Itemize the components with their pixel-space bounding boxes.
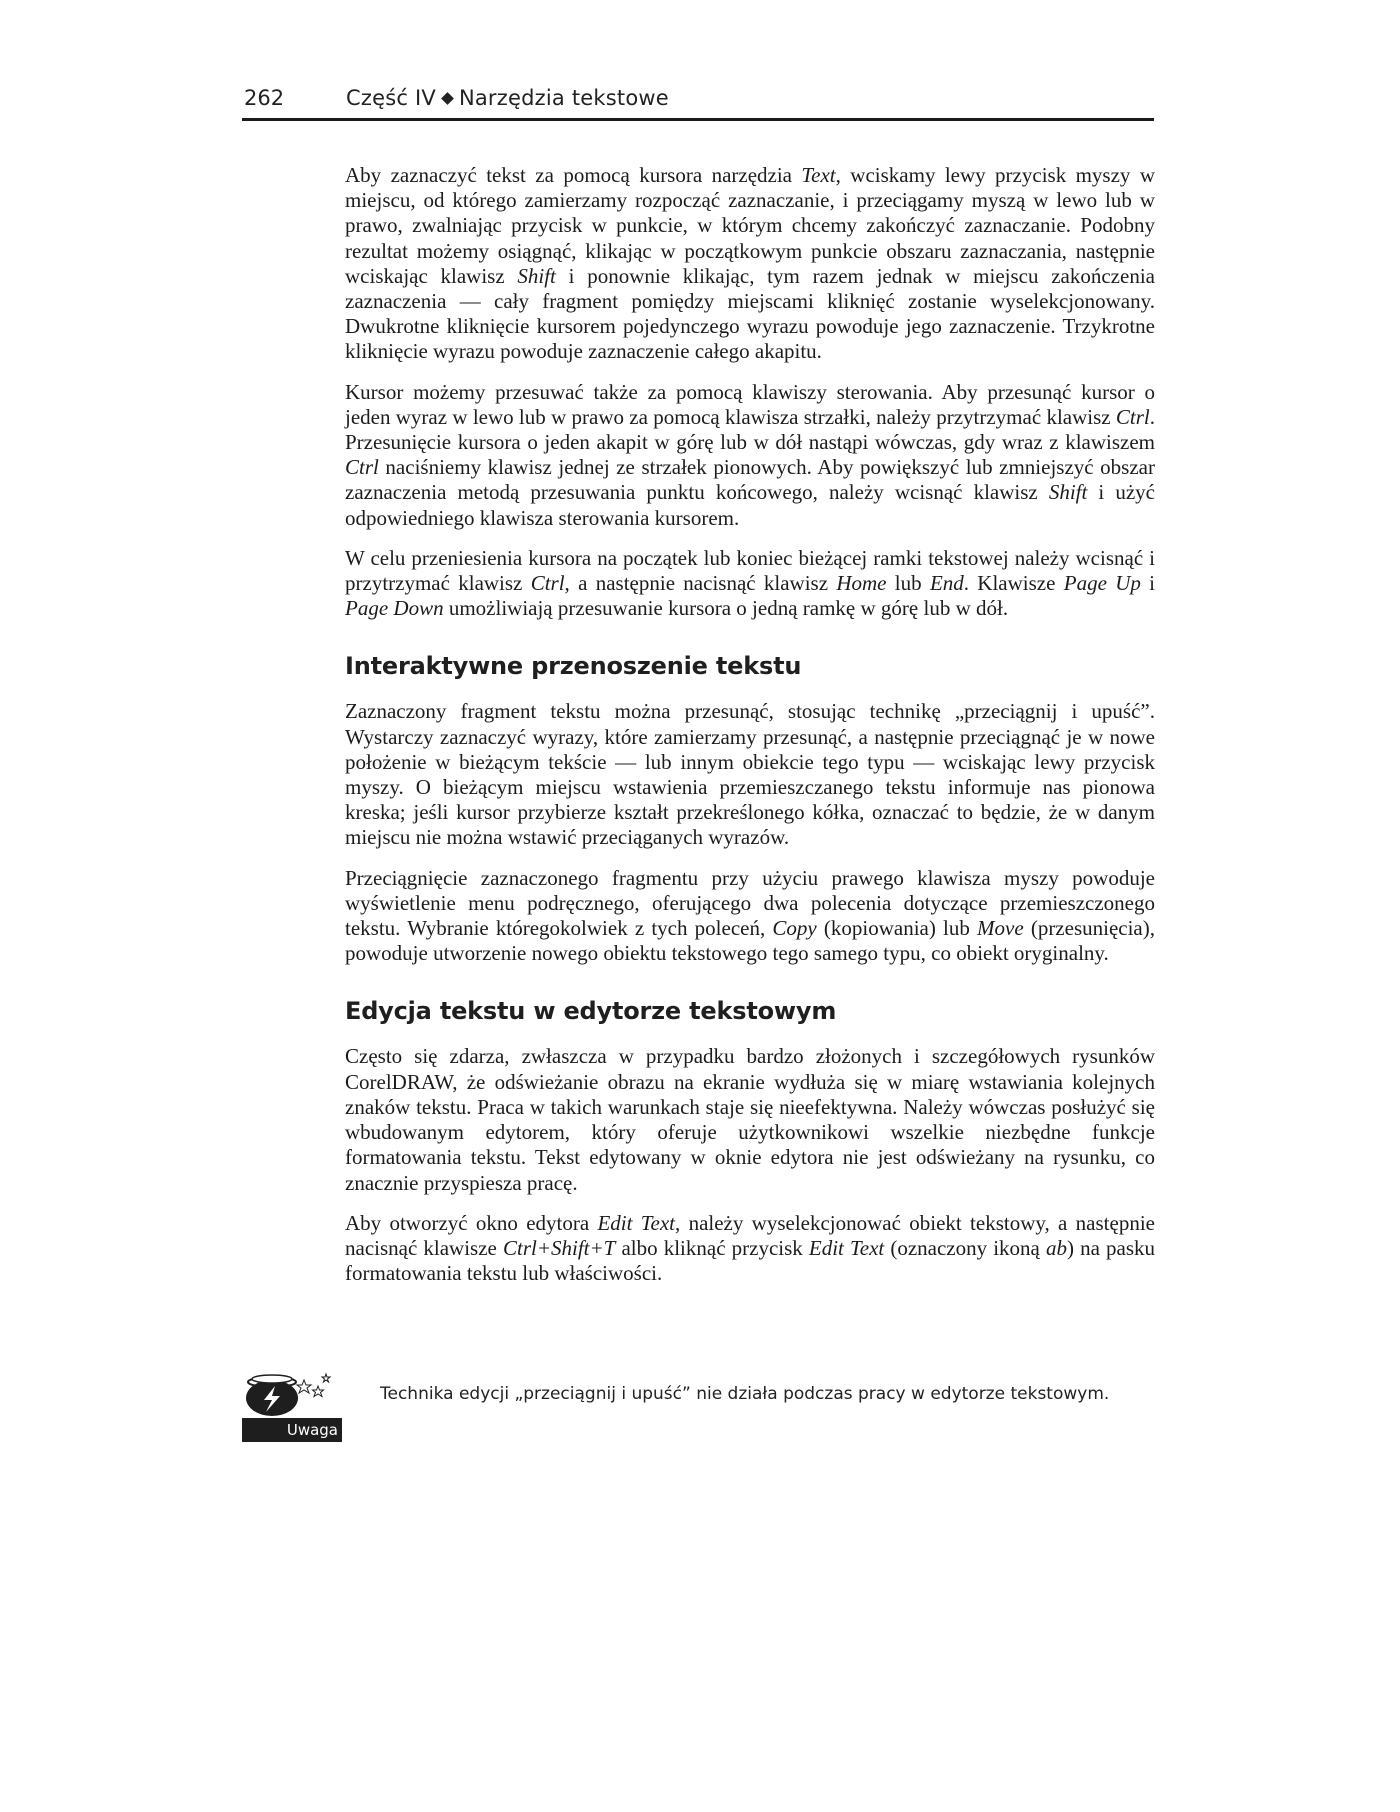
diamond-separator-icon bbox=[441, 92, 454, 105]
note-lightning-icon bbox=[242, 1372, 346, 1442]
note-text: Technika edycji „przeciągnij i upuść” nie działa podczas pracy w edytorze tekstowym. bbox=[380, 1384, 1110, 1404]
section-heading: Interaktywne przenoszenie tekstu bbox=[345, 652, 802, 681]
page-number: 262 bbox=[244, 86, 285, 110]
body-text bbox=[345, 163, 1155, 1301]
section-heading: Edycja tekstu w edytorze tekstowym bbox=[345, 997, 837, 1026]
section-label: Narzędzia tekstowe bbox=[458, 86, 669, 110]
running-head bbox=[242, 82, 1154, 121]
part-label: Część IV bbox=[346, 86, 436, 110]
paragraph: Często się zdarza, zwłaszcza w przypadku bardzo złożonych i szczegółowych rysunków CorelDRAW, że odświeżanie obrazu na ekranie wydłuża się w miarę wstawiania kolejnych znaków tekstu. Praca w takich warunkach staje się nieefektywna. Należy wówczas posłużyć się wbudowanym edytorem, który oferuje użytkownikowi wszelkie niezbędne funkcje formatowania tekstu. Tekst edytowany w oknie edytora nie jest odświeżany na rysunku, co znacznie przyspiesza pracę. bbox=[345, 1044, 1155, 1195]
note-badge: Uwaga bbox=[242, 1418, 342, 1442]
paragraph: Zaznaczony fragment tekstu można przesunąć, stosując technikę „przeciągnij i upuść”. Wystarczy zaznaczyć wyrazy, które zamierzamy przesunąć, a następnie przeciągnąć je w nowe położenie w bieżącym tekście — lub innym obiekcie tego typu — wciskając lewy przycisk myszy. O bieżącym miejscu wstawienia przemieszczanego tekstu informuje nas pionowa kreska; jeśli kursor przybierze kształt przekreślonego kółka, oznaczać to będzie, że w danym miejscu nie można wstawić przeciąganych wyrazów. bbox=[345, 699, 1155, 850]
paragraph: W celu przeniesienia kursora na początek lub koniec bieżącej ramki tekstowej należy wcisnąć i przytrzymać klawisz Ctrl, a następnie nacisnąć klawisz Home lub End. Klawisze Page Up i Page Down umożliwiają przesuwanie kursora o jedną ramkę w górę lub w dół. bbox=[345, 545, 1155, 621]
paragraph: Kursor możemy przesuwać także za pomocą klawiszy sterowania. Aby przesunąć kursor o jeden wyraz w lewo lub w prawo za pomocą klawisza strzałki, należy przytrzymać klawisz Ctrl. Przesunięcie kursora o jeden akapit w górę lub w dół nastąpi wówczas, gdy wraz z klawiszem Ctrl naciśniemy klawisz jednej ze strzałek pionowych. Aby powiększyć lub zmniejszyć obszar zaznaczenia metodą przesuwania punktu końcowego, należy wcisnąć klawisz Shift i użyć odpowiedniego klawisza sterowania kursorem. bbox=[345, 379, 1155, 530]
note-box bbox=[242, 1372, 1154, 1442]
paragraph: Aby otworzyć okno edytora Edit Text, należy wyselekcjonować obiekt tekstowy, a następnie nacisnąć klawisze Ctrl+Shift+T albo kliknąć przycisk Edit Text (oznaczony ikoną ab) na pasku formatowania tekstu lub właściwości. bbox=[345, 1210, 1156, 1286]
paragraph: Przeciągnięcie zaznaczonego fragmentu przy użyciu prawego klawisza myszy powoduje wyświetlenie menu podręcznego, oferującego dwa polecenia dotyczące przemieszczonego tekstu. Wybranie któregokolwiek z tych poleceń, Copy (kopiowania) lub Move (przesunięcia), powoduje utworzenie nowego obiektu tekstowego tego samego typu, co obiekt oryginalny. bbox=[345, 865, 1155, 966]
chapter-title bbox=[346, 86, 669, 110]
paragraph: Aby zaznaczyć tekst za pomocą kursora narzędzia Text, wciskamy lewy przycisk myszy w miejscu, od którego zamierzamy rozpocząć zaznaczanie, i przeciągamy myszą w lewo lub w prawo, zwalniając przycisk w punkcie, w którym chcemy zakończyć zaznaczanie. Podobny rezultat możemy osiągnąć, klikając w początkowym punkcie obszaru zaznaczania, następnie wciskając klawisz Shift i ponownie klikając, tym razem jednak w miejscu zakończenia zaznaczenia — cały fragment pomiędzy miejscami kliknięć zostanie wyselekcjonowany. Dwukrotne kliknięcie kursorem pojedynczego wyrazu powoduje jego zaznaczenie. Trzykrotne kliknięcie wyrazu powoduje zaznaczenie całego akapitu. bbox=[345, 163, 1155, 364]
